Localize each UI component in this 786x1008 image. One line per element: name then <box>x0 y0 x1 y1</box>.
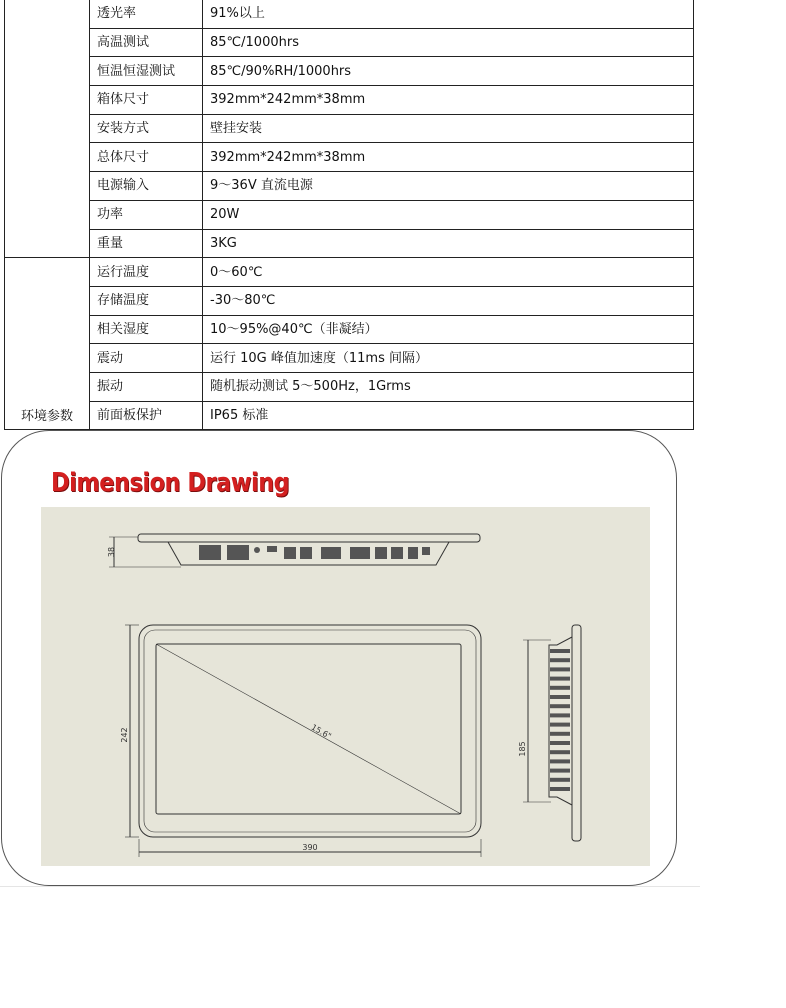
table-row <box>5 372 694 401</box>
spec-value-cell: 392mm*242mm*38mm <box>203 86 694 115</box>
spec-value-cell: 3KG <box>203 229 694 258</box>
spec-value-cell: 运行 10G 峰值加速度（11ms 间隔） <box>203 344 694 373</box>
spec-name-cell: 安装方式 <box>90 114 203 143</box>
spec-name-cell: 透光率 <box>90 0 203 28</box>
table-row <box>5 0 694 28</box>
table-row <box>5 286 694 315</box>
spec-name-cell: 电源输入 <box>90 172 203 201</box>
spec-name-cell: 恒温恒湿测试 <box>90 57 203 86</box>
table-row <box>5 143 694 172</box>
heatsink-fin <box>550 658 570 662</box>
bottom-divider <box>0 886 700 887</box>
spec-name-cell: 振动 <box>90 372 203 401</box>
table-row <box>5 172 694 201</box>
front-view <box>125 625 481 857</box>
table-row <box>5 57 694 86</box>
technical-drawing <box>41 507 650 866</box>
table-row <box>5 344 694 373</box>
depth-label: 38 <box>107 546 116 558</box>
diagonal-label: 15.6" <box>309 722 333 741</box>
spec-value-cell: IP65 标准 <box>203 401 694 430</box>
spec-value-cell: 9～36V 直流电源 <box>203 172 694 201</box>
spec-name-cell: 重量 <box>90 229 203 258</box>
spec-value-cell: 壁挂安装 <box>203 114 694 143</box>
top-view-plate <box>138 534 480 542</box>
heatsink-fin <box>550 787 570 791</box>
table-row <box>5 229 694 258</box>
spec-name-cell: 功率 <box>90 200 203 229</box>
table-row <box>5 86 694 115</box>
spec-name-cell: 总体尺寸 <box>90 143 203 172</box>
table-row <box>5 258 694 287</box>
spec-name-cell: 运行温度 <box>90 258 203 287</box>
spec-value-cell: 0～60℃ <box>203 258 694 287</box>
heatsink-fin <box>550 759 570 763</box>
category-cell <box>5 258 90 430</box>
spec-name-cell: 高温测试 <box>90 28 203 57</box>
heatsink-fin <box>550 778 570 782</box>
heatsink-fin <box>550 769 570 773</box>
heatsink-fin <box>550 732 570 736</box>
spec-name-cell: 存储温度 <box>90 286 203 315</box>
heatsink-fin <box>550 649 570 653</box>
category-label <box>5 252 89 257</box>
category-cell <box>5 0 90 258</box>
width-label: 390 <box>302 843 318 852</box>
heatsink-fin <box>550 667 570 671</box>
heatsink-fin <box>550 686 570 690</box>
spec-value-cell: 10～95%@40℃（非凝结） <box>203 315 694 344</box>
spec-name-cell: 箱体尺寸 <box>90 86 203 115</box>
heatsink-fin <box>550 723 570 727</box>
heatsink-fin <box>550 741 570 745</box>
heatsink-fin <box>550 750 570 754</box>
io-connectors <box>199 545 430 560</box>
spec-value-cell: 85℃/1000hrs <box>203 28 694 57</box>
table-row <box>5 200 694 229</box>
table-row <box>5 114 694 143</box>
spec-name-cell: 震动 <box>90 344 203 373</box>
table-row <box>5 28 694 57</box>
spec-name-cell: 前面板保护 <box>90 401 203 430</box>
table-row <box>5 315 694 344</box>
spec-table <box>4 0 694 430</box>
height-label: 242 <box>120 727 129 743</box>
category-label: 环境参数 <box>20 409 73 425</box>
dimension-drawing-figure <box>41 507 650 866</box>
heatsink-fin <box>550 713 570 717</box>
heatsink-fin <box>550 677 570 681</box>
spec-value-cell: 随机振动测试 5～500Hz，1Grms <box>203 372 694 401</box>
spec-value-cell: 91%以上 <box>203 0 694 28</box>
spec-value-cell: -30～80℃ <box>203 286 694 315</box>
spec-value-cell: 85℃/90%RH/1000hrs <box>203 57 694 86</box>
side-height-label: 185 <box>518 741 527 757</box>
heatsink-fin <box>550 704 570 708</box>
heatsink-fin <box>550 695 570 699</box>
spec-value-cell: 20W <box>203 200 694 229</box>
spec-value-cell: 392mm*242mm*38mm <box>203 143 694 172</box>
table-row <box>5 401 694 430</box>
dimension-drawing-title: Dimension Drawing <box>51 468 290 498</box>
heatsink-fins <box>550 649 570 791</box>
spec-name-cell: 相关湿度 <box>90 315 203 344</box>
